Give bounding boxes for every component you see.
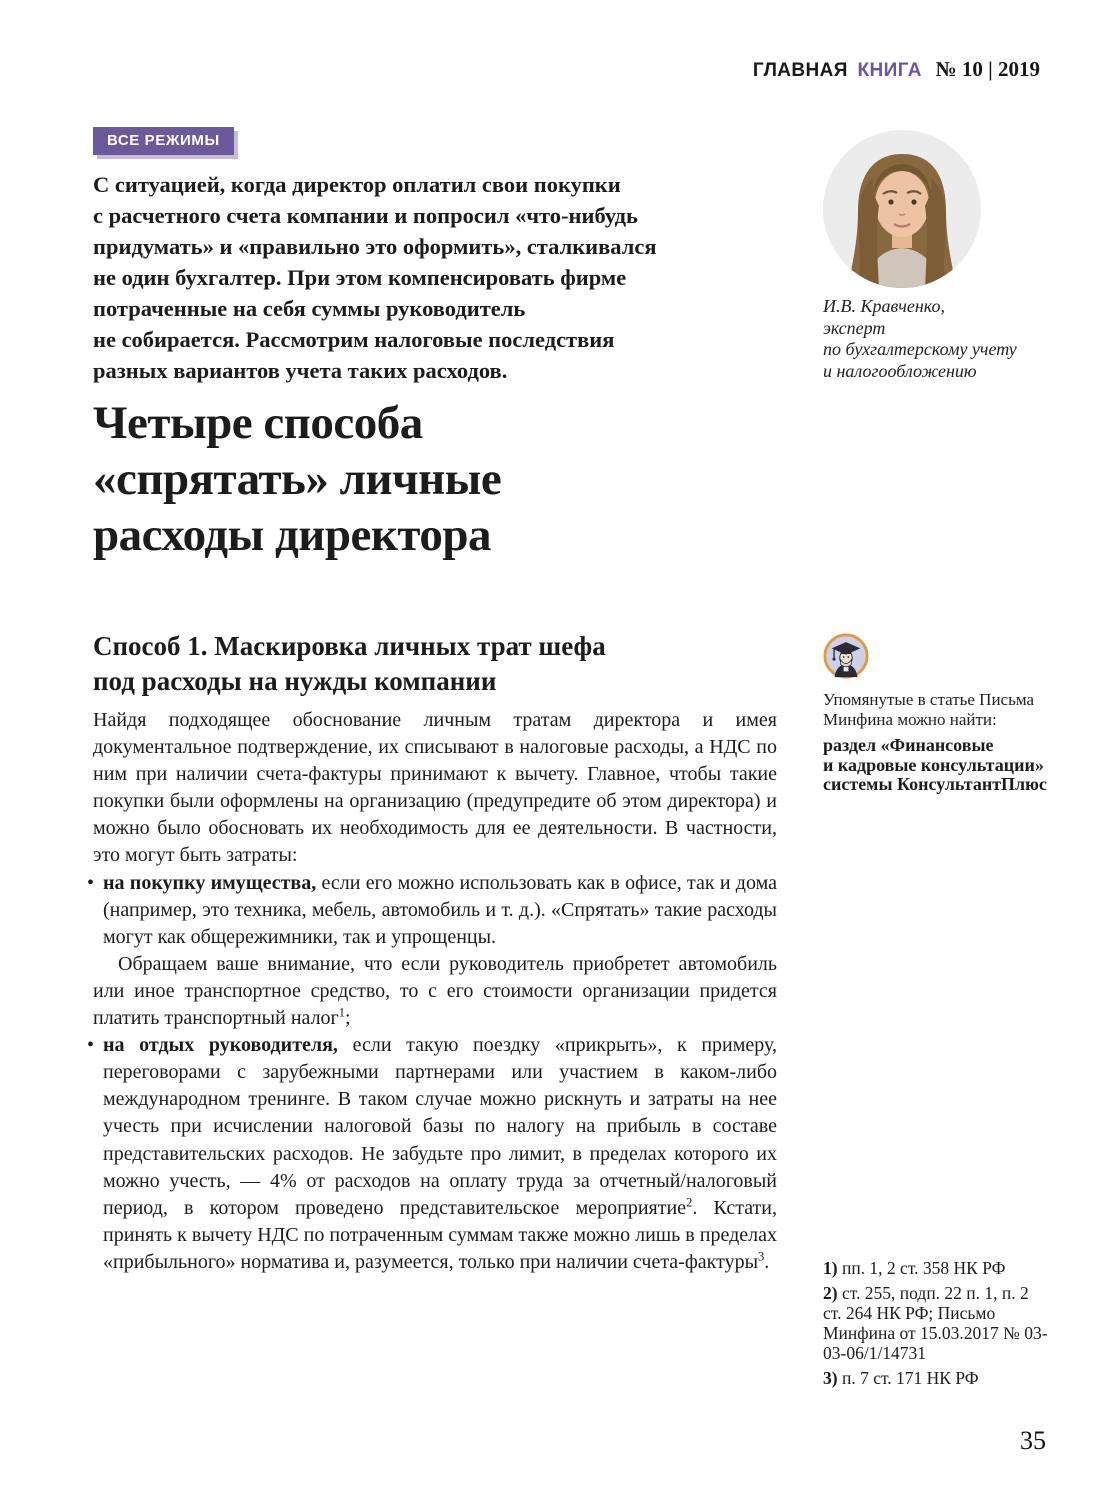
bullet-lead-text: на покупку имущества, <box>103 871 317 894</box>
author-role-line: по бухгалтерскому учету <box>823 339 1017 359</box>
footnote-text: ст. 255, подп. 22 п. 1, п. 2 ст. 264 НК РФ; Письмо Минфина от 15.03.2017 № 03-03-06/1/14731 <box>823 1283 1048 1363</box>
paragraph-text: Обращаем ваше внимание, что если руководитель приобретет автомобиль или иное транспортное средство, то с его стоимости организации придется платить транспортный налог <box>93 952 777 1030</box>
bullet-marker: • <box>87 871 95 894</box>
footnote-marker: 1) <box>823 1258 838 1278</box>
bullet-list <box>87 1032 777 1276</box>
bullet-lead-text: на отдых руководителя, <box>103 1034 338 1057</box>
lead-line: С ситуацией, когда директор оплатил свои покупки <box>93 172 621 197</box>
lead-line: не собирается. Рассмотрим налоговые последствия <box>93 327 615 352</box>
author-name: И.В. Кравченко, <box>823 296 946 316</box>
footnote-ref-1: 1 <box>338 1005 346 1020</box>
bullet-rest-text: если его можно использовать как в офисе, так и дома (например, это техника, мебель, автомобиль и т. д.). «Спрятать» такие расходы могут как общережимники, так и упрощенцы. <box>103 871 777 948</box>
author-caption <box>823 296 1017 382</box>
lead-line: не один бухгалтер. При этом компенсировать фирме <box>93 265 627 290</box>
paragraph-text: ; <box>345 1007 351 1030</box>
author-photo <box>823 130 981 288</box>
lead-paragraph <box>93 169 763 386</box>
footnote-text: пп. 1, 2 ст. 358 НК РФ <box>841 1258 1006 1278</box>
magazine-brand-black: ГЛАВНАЯ <box>752 60 848 81</box>
bullet-rest-text: если такую поездку «прикрыть», к примеру, переговорами с зарубежными партнерами или участием в каком-либо международном тренинге. В таком случае можно рискнуть и затраты на нее учесть при исчислении налоговой базы по налогу на прибыль в составе представительских расходов. Не забудьте про лимит, в пределах которого их можно учесть, — 4% от расходов на оплату труда за отчетный/налоговый период, в котором проведено представительское мероприятие <box>103 1034 777 1219</box>
issue-number: № 10 | 2019 <box>935 57 1040 81</box>
footnote-item <box>823 1258 1051 1278</box>
bullet-item-property <box>87 870 777 951</box>
footnote-item <box>823 1283 1051 1363</box>
note-bold-line: раздел «Финансовые <box>823 735 994 755</box>
note-intro-line: Упомянутые в статье Письма <box>823 690 1035 709</box>
bullet-rest-text: . Кстати, принять к вычету НДС по потраченным суммам также можно лишь в пределах «прибыльного» норматива и, разумеется, только при наличии счета-фактуры <box>103 1196 777 1273</box>
page-number: 35 <box>1020 1426 1046 1455</box>
note-bold-line: системы КонсультантПлюс <box>823 774 1047 794</box>
footnote-marker: 2) <box>823 1283 838 1303</box>
graduate-scholar-icon <box>823 633 869 679</box>
author-portrait-illustration <box>823 130 981 288</box>
section-heading <box>93 629 606 699</box>
bullet-list <box>87 870 777 951</box>
title-line: расходы директора <box>93 509 491 561</box>
article-body <box>87 707 777 1276</box>
note-bold-line: и кадровые консультации» <box>823 754 1044 775</box>
lead-line: разных вариантов учета таких расходов. <box>93 358 508 383</box>
lead-line: придумать» и «правильно это оформить», сталкивался <box>93 234 657 259</box>
body-paragraph: Найдя подходящее обоснование личным тратам директора и имея документальное подтверждение, их списывают в налоговые расходы, а НДС по ним при наличии счета-фактуры принимают к вычету. Главное, чтобы такие покупки были оформлены на организацию (предупредите об этом директора) и можно было обосновать их необходимость для ее деятельности. В частности, это могут быть затраты: <box>93 709 777 867</box>
lead-line: потраченные на себя суммы руководитель <box>93 296 526 321</box>
author-role-line: и налогообложению <box>823 360 977 381</box>
footnote-item <box>823 1368 1051 1388</box>
bullet-marker: • <box>87 1034 95 1057</box>
article-title <box>93 395 501 563</box>
title-line: «спрятать» личные <box>93 453 502 505</box>
footnote-text: п. 7 ст. 171 НК РФ <box>841 1368 979 1388</box>
footnote-ref-2: 2 <box>686 1195 693 1210</box>
footnote-marker: 3) <box>823 1368 838 1388</box>
author-role-line: эксперт <box>823 317 886 338</box>
bullet-rest-text: . <box>764 1250 770 1273</box>
sidebar-note-intro <box>823 690 1055 730</box>
tax-regime-badge: ВСЕ РЕЖИМЫ <box>93 127 234 155</box>
magazine-brand-purple: КНИГА <box>857 60 922 81</box>
footnote-ref-3: 3 <box>758 1249 765 1264</box>
sidebar-note-reference <box>823 736 1055 795</box>
note-intro-line: Минфина можно найти: <box>823 710 997 729</box>
section-heading-line: под расходы на нужды компании <box>93 666 497 696</box>
sidebar-note <box>823 633 1055 795</box>
footnotes-block <box>823 1258 1051 1393</box>
magazine-header <box>753 57 1040 82</box>
bullet-item-vacation <box>87 1032 777 1276</box>
title-line: Четыре способа <box>93 397 423 449</box>
body-paragraph-note <box>93 951 777 1032</box>
section-heading-line: Способ 1. Маскировка личных трат шефа <box>93 631 606 661</box>
lead-line: с расчетного счета компании и попросил «что-нибудь <box>93 203 638 228</box>
